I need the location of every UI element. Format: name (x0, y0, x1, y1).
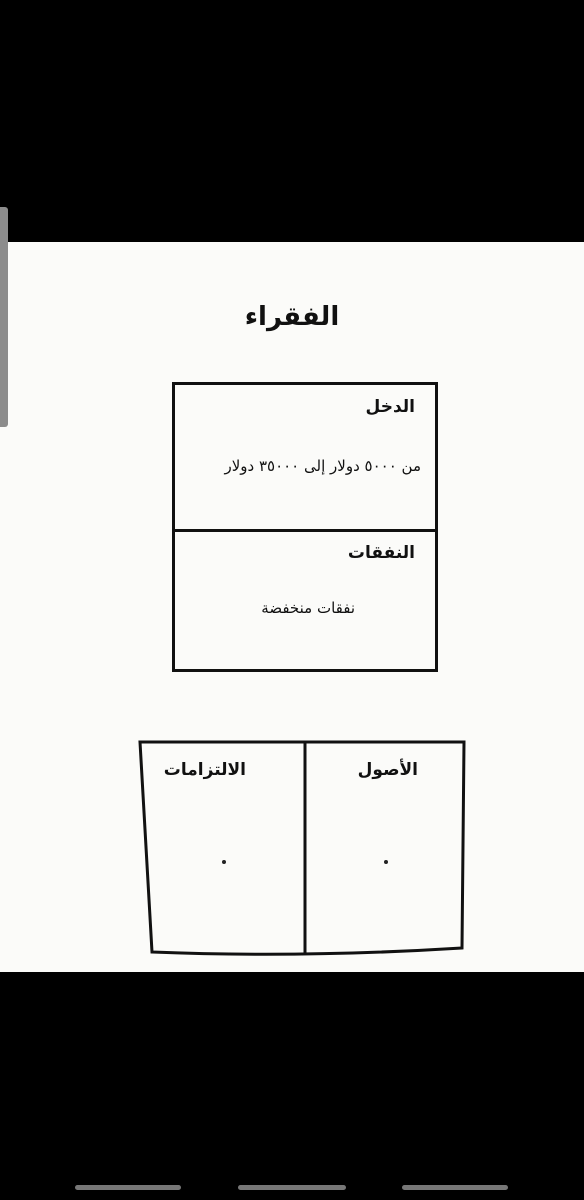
top-black-area (0, 0, 584, 242)
page-title: الفقراء (244, 302, 340, 332)
assets-label: الأصول (357, 760, 418, 780)
box-divider (175, 529, 435, 532)
income-expenses-box (172, 382, 438, 672)
liabilities-bullet (222, 860, 226, 864)
income-label: الدخل (365, 397, 415, 417)
navigation-bar (0, 1178, 584, 1200)
scroll-edge-handle[interactable] (0, 207, 8, 427)
liabilities-label: الالتزامات (163, 760, 246, 780)
nav-indicator-3[interactable] (402, 1185, 508, 1190)
nav-indicator-1[interactable] (75, 1185, 181, 1190)
scanned-page (0, 242, 584, 972)
nav-indicator-2[interactable] (238, 1185, 346, 1190)
assets-liabilities-box (138, 740, 466, 960)
expenses-value: نفقات منخفضة (261, 599, 355, 617)
expenses-label: النفقات (347, 543, 415, 563)
assets-bullet (384, 860, 388, 864)
income-value: من ٥٠٠٠ دولار إلى ٣٥٠٠٠ دولار (224, 457, 421, 475)
